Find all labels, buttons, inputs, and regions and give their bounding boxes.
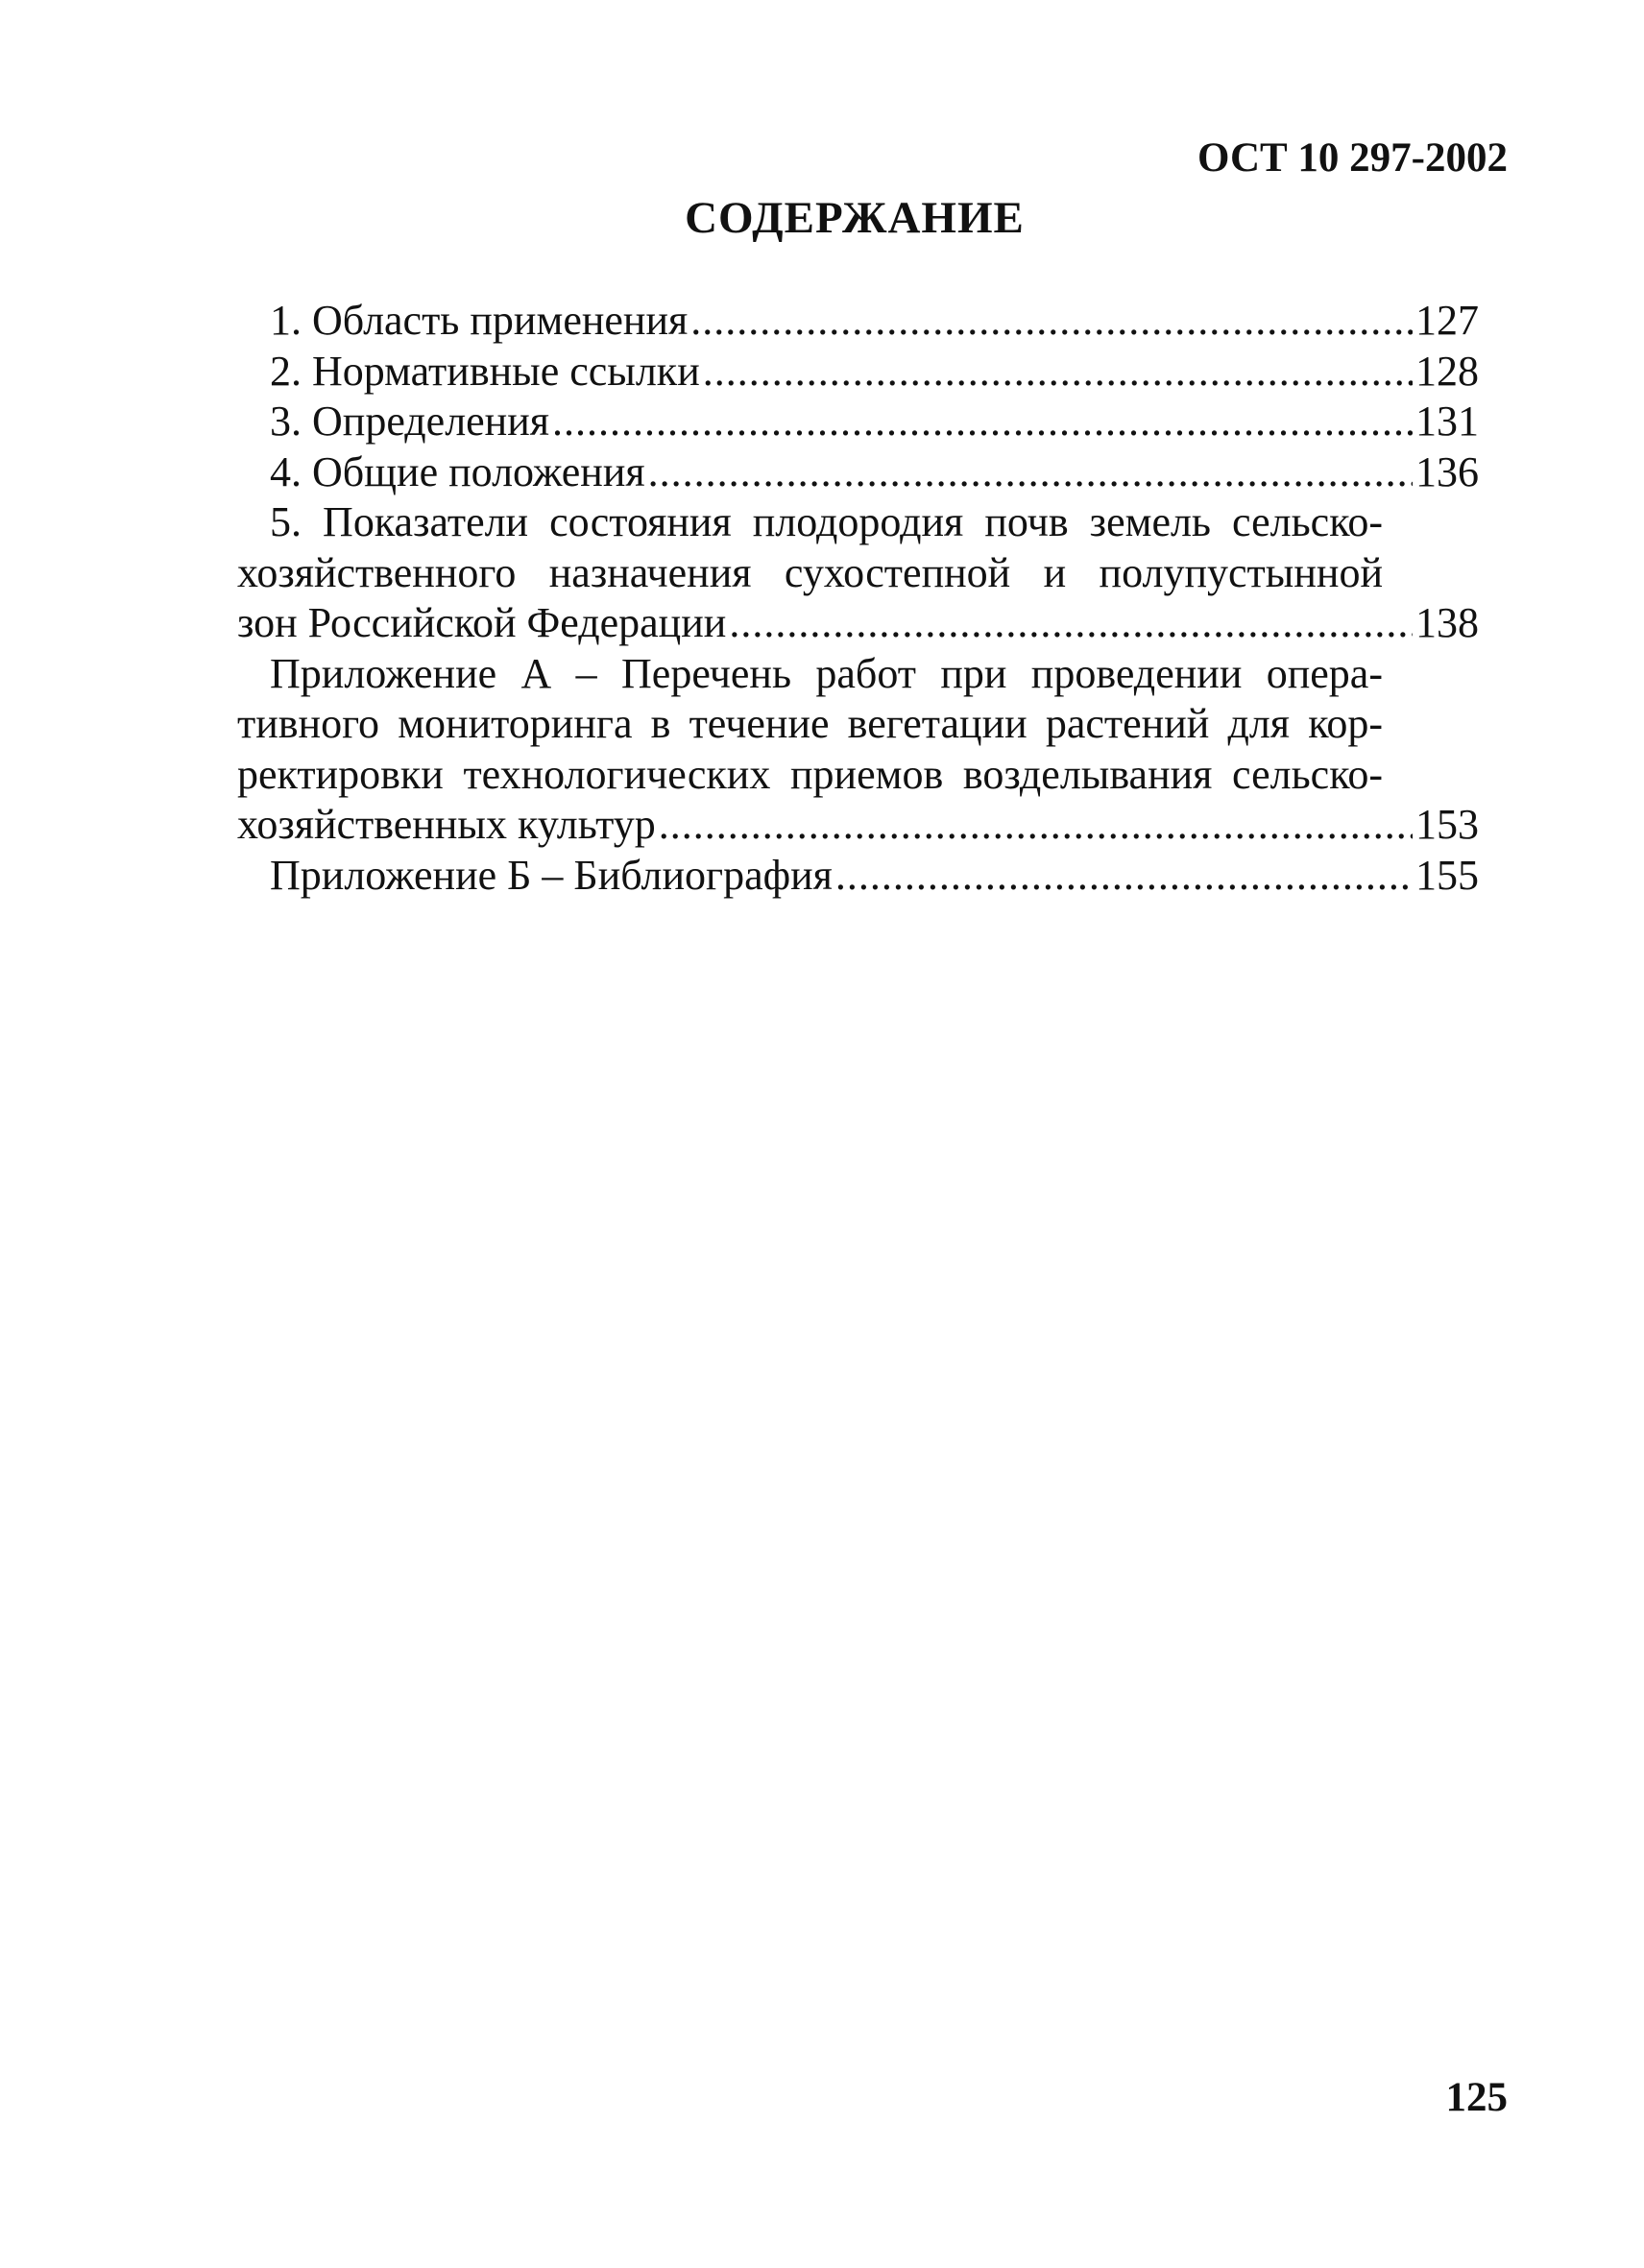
dot-leader [835,851,1413,902]
toc-entry-title-line: хозяйственного назначения сухостепной и полупустынной [237,548,1383,596]
toc-entry-title: 1. Область применения [270,297,689,344]
toc-entry-title: 2. Нормативные ссылки [270,347,700,395]
toc-entry-page: 127 [1415,297,1479,344]
toc-entry-title: 3. Определения [270,398,550,445]
toc-entry-page: 138 [1415,599,1479,646]
toc-entry [237,296,1479,347]
toc-entry-page: 128 [1415,347,1479,395]
toc-entry [237,347,1479,398]
dot-leader [690,296,1413,347]
toc-entry [237,851,1479,902]
dot-leader [648,447,1413,498]
toc-entry-title-line: хозяйственных культур [237,801,656,848]
toc-entry-title: 4. Общие положения [270,447,645,495]
toc-entry [237,397,1479,447]
dot-leader [703,347,1413,398]
dot-leader [552,397,1413,447]
toc-entry-title-line: Приложение А – Перечень работ при проведении опера- [270,649,1383,697]
document-code: ОСТ 10 297-2002 [1197,135,1508,181]
table-of-contents [237,296,1479,901]
toc-entry-title-line: 5. Показатели состояния плодородия почв земель сельско- [270,498,1383,545]
toc-entry-title: Приложение Б – Библиография [270,851,833,899]
dot-leader [659,800,1413,851]
page-title: СОДЕРЖАНИЕ [685,193,1025,243]
toc-entry-title-line: тивного мониторинга в течение вегетации растений для кор- [237,700,1383,747]
toc-entry-page: 136 [1415,447,1479,495]
dot-leader [729,598,1413,649]
toc-entry [237,497,1479,649]
toc-entry-title-line: ректировки технологических приемов возделывания сельско- [237,750,1383,798]
toc-entry-title-line: зон Российской Федерации [237,599,727,646]
toc-entry-page: 155 [1415,851,1479,899]
toc-entry [237,649,1479,851]
toc-entry-page: 153 [1415,801,1479,848]
toc-entry [237,447,1479,498]
toc-entry-page: 131 [1415,398,1479,445]
page-number: 125 [1445,2075,1508,2120]
